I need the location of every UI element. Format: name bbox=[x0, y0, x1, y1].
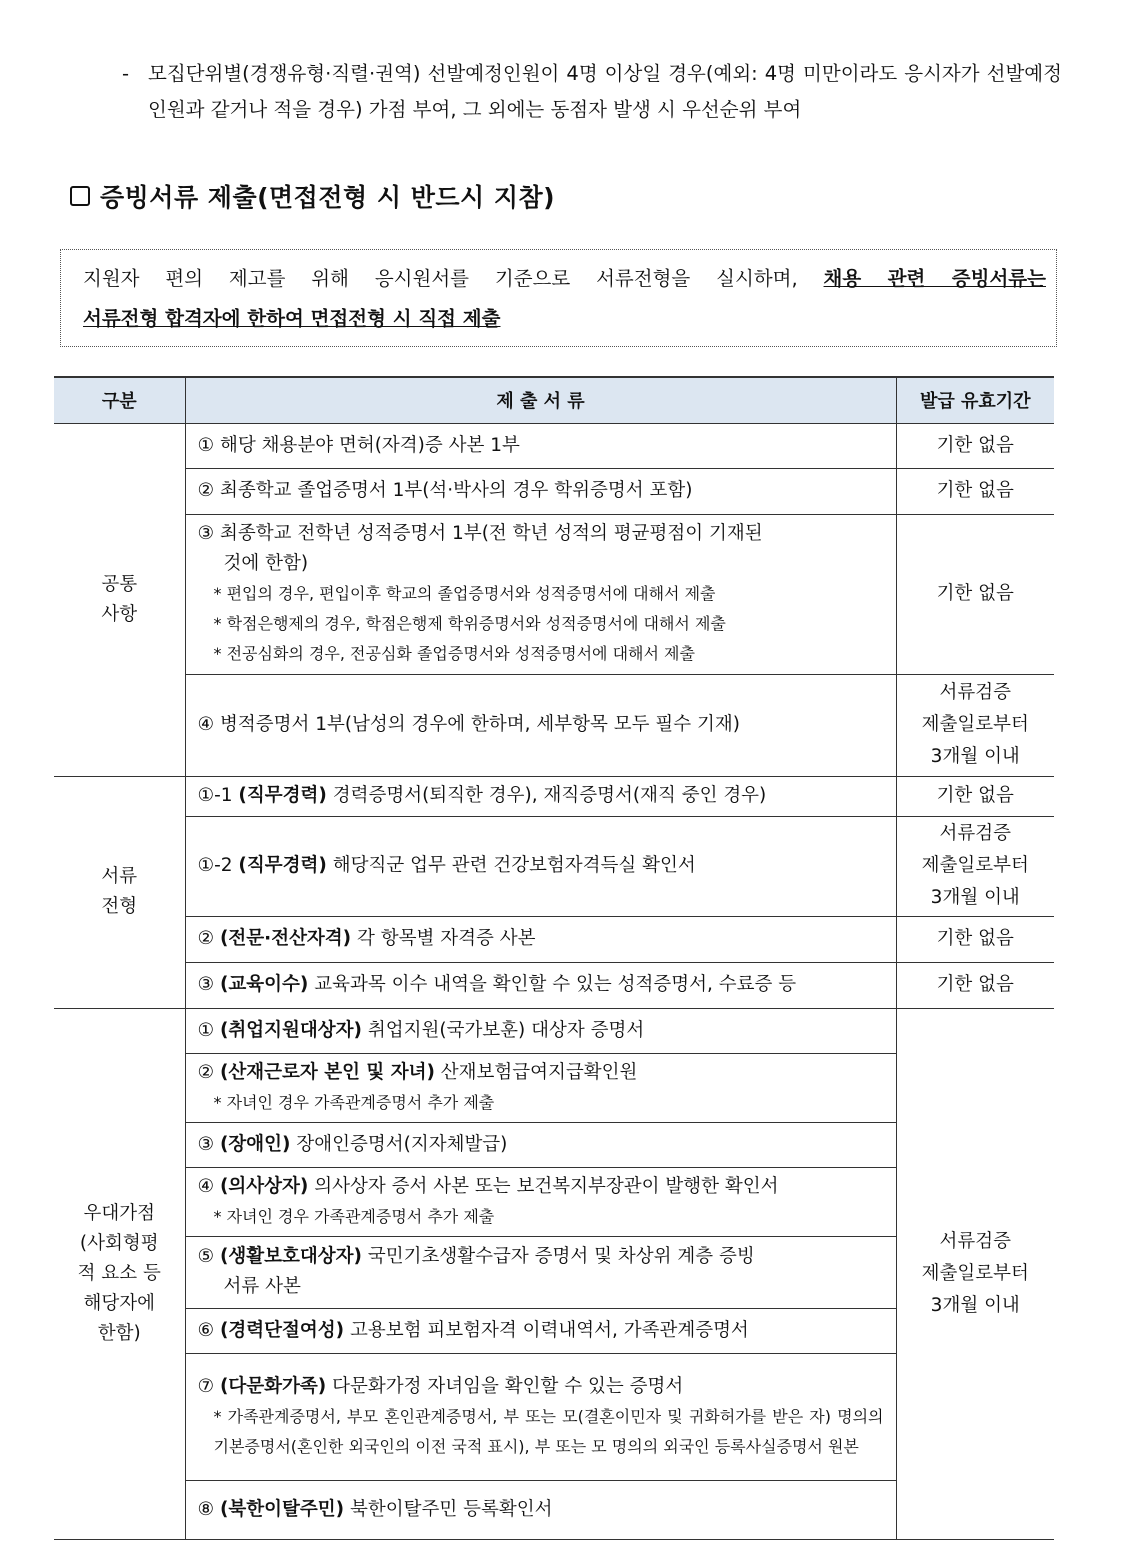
validity-line: 제출일로부터 bbox=[921, 1262, 1029, 1284]
doc-type: (직무경력) bbox=[238, 785, 327, 806]
heading-text: 증빙서류 제출(면접전형 시 반드시 지참) bbox=[100, 183, 556, 212]
doc-cell: ① 해당 채용분야 면허(자격)증 사본 1부 bbox=[185, 423, 896, 468]
notice-line-1 bbox=[83, 259, 1046, 299]
doc-num: ⑤ bbox=[197, 1246, 220, 1267]
doc-text: 교육과목 이수 내역을 확인할 수 있는 성적증명서, 수료증 등 bbox=[308, 974, 797, 995]
doc-num: ①-2 bbox=[197, 855, 239, 876]
doc-note: * 자녀인 경우 가족관계증명서 추가 제출 bbox=[213, 1092, 495, 1112]
notice-emphasis-2: 서류전형 합격자에 한하여 면접전형 시 직접 제출 bbox=[83, 307, 501, 330]
doc-text: 국민기초생활수급자 증명서 및 차상위 계층 증빙 bbox=[361, 1246, 755, 1267]
table-row bbox=[54, 514, 1054, 674]
validity-cell: 기한 없음 bbox=[896, 468, 1054, 514]
notice-emphasis-1: 채용 관련 증빙서류는 bbox=[823, 267, 1046, 290]
doc-cell bbox=[185, 1480, 896, 1539]
notice-plain: 지원자 편의 제고를 위해 응시원서를 기준으로 서류전형을 실시하며, bbox=[83, 267, 824, 290]
doc-text: 고용보험 피보험자격 이력내역서, 가족관계증명서 bbox=[344, 1319, 749, 1341]
category-label: 해당자에 bbox=[83, 1292, 155, 1314]
validity-cell bbox=[896, 1008, 1054, 1539]
doc-cell bbox=[185, 1236, 896, 1308]
doc-cell bbox=[185, 776, 896, 816]
doc-cell: ② 최종학교 졸업증명서 1부(석·박사의 경우 학위증명서 포함) bbox=[185, 468, 896, 514]
doc-num: ② bbox=[197, 1061, 220, 1083]
validity-line: 3개월 이내 bbox=[930, 746, 1020, 767]
validity-cell bbox=[896, 674, 1054, 776]
validity-cell: 기한 없음 bbox=[896, 423, 1054, 468]
category-label: (사회형평 bbox=[79, 1232, 159, 1254]
documents-table bbox=[54, 376, 1054, 1540]
doc-text: 경력증명서(퇴직한 경우), 재직증명서(재직 중인 경우) bbox=[326, 785, 767, 806]
doc-note: * 전공심화의 경우, 전공심화 졸업증명서와 성적증명서에 대해서 제출 bbox=[213, 644, 695, 663]
doc-num: ① bbox=[197, 1019, 220, 1041]
validity-line: 제출일로부터 bbox=[921, 855, 1029, 876]
doc-type: (직무경력) bbox=[238, 855, 327, 876]
doc-cell bbox=[185, 1353, 896, 1480]
intro-text: 모집단위별(경쟁유형·직렬·권역) 선발예정인원이 4명 이상일 경우(예외: 4명 미만이라도 응시자가 선발예정인원과 같거나 적을 경우) 가점 부여, 그 외에는 동점자 발생 시 우선순위 부여 bbox=[148, 62, 1062, 121]
doc-cell bbox=[185, 1008, 896, 1053]
validity-cell bbox=[896, 816, 1054, 916]
doc-cell bbox=[185, 1053, 896, 1122]
notice-box bbox=[60, 249, 1057, 347]
doc-text: 각 항목별 자격증 사본 bbox=[351, 928, 536, 949]
intro-bullet bbox=[122, 56, 1062, 128]
table-row bbox=[54, 423, 1054, 468]
header-validity: 발급 유효기간 bbox=[896, 377, 1054, 423]
doc-type: (생활보호대상자) bbox=[219, 1246, 362, 1267]
dash-marker: - bbox=[122, 62, 130, 85]
validity-line: 제출일로부터 bbox=[921, 714, 1029, 735]
doc-cell bbox=[185, 916, 896, 962]
doc-num: ③ bbox=[197, 974, 220, 995]
table-row bbox=[54, 962, 1054, 1008]
doc-num: ② bbox=[197, 928, 220, 949]
checkbox-square-icon bbox=[70, 186, 90, 206]
doc-note: * 가족관계증명서, 부모 혼인관계증명서, 부 또는 모(결혼이민자 및 귀화허가를 받은 자) 명의의 기본증명서(혼인한 외국인의 이전 국적 표시), 부 또는 모 명의의 외국인 등록사실증명서 원본 bbox=[213, 1406, 884, 1456]
doc-cell bbox=[185, 816, 896, 916]
doc-type: (북한이탈주민) bbox=[219, 1498, 345, 1520]
doc-cell bbox=[185, 1167, 896, 1236]
doc-text: 다문화가정 자녀임을 확인할 수 있는 증명서 bbox=[326, 1375, 684, 1397]
validity-cell: 기한 없음 bbox=[896, 514, 1054, 674]
header-category: 구분 bbox=[54, 377, 185, 423]
doc-type: (경력단절여성) bbox=[219, 1319, 345, 1341]
doc-type: (의사상자) bbox=[219, 1175, 309, 1197]
doc-num: ⑧ bbox=[197, 1498, 220, 1520]
validity-line: 서류검증 bbox=[939, 823, 1011, 844]
notice-line-2 bbox=[83, 299, 1046, 339]
doc-cell bbox=[185, 1308, 896, 1353]
table-row bbox=[54, 468, 1054, 514]
doc-note: * 학점은행제의 경우, 학점은행제 학위증명서와 성적증명서에 대해서 제출 bbox=[213, 614, 726, 633]
doc-text: ③ 최종학교 전학년 성적증명서 1부(전 학년 성적의 평균평점이 기재된 bbox=[197, 523, 763, 544]
validity-line: 3개월 이내 bbox=[930, 887, 1020, 908]
category-common bbox=[54, 423, 185, 776]
doc-type: (다문화가족) bbox=[219, 1375, 327, 1397]
doc-text: 장애인증명서(지자체발급) bbox=[290, 1133, 508, 1155]
category-label: 서류 bbox=[101, 866, 138, 887]
validity-cell: 기한 없음 bbox=[896, 916, 1054, 962]
doc-type: (산재근로자 본인 및 자녀) bbox=[219, 1061, 435, 1083]
table-header-row bbox=[54, 377, 1054, 423]
doc-text: 산재보험급여지급확인원 bbox=[434, 1061, 638, 1083]
table-row bbox=[54, 776, 1054, 816]
doc-type: (교육이수) bbox=[219, 974, 309, 995]
doc-type: (전문·전산자격) bbox=[219, 928, 352, 949]
doc-text: 취업지원(국가보훈) 대상자 증명서 bbox=[361, 1019, 645, 1041]
doc-type: (장애인) bbox=[219, 1133, 291, 1155]
doc-text: 의사상자 증서 사본 또는 보건복지부장관이 발행한 확인서 bbox=[308, 1175, 779, 1197]
doc-text: 해당직군 업무 관련 건강보험자격득실 확인서 bbox=[326, 855, 696, 876]
category-label: 적 요소 등 bbox=[77, 1262, 161, 1284]
doc-cell bbox=[185, 514, 896, 674]
category-label: 우대가점 bbox=[83, 1202, 155, 1224]
section-heading bbox=[70, 178, 555, 214]
validity-line: 서류검증 bbox=[939, 682, 1011, 703]
doc-cell: ④ 병적증명서 1부(남성의 경우에 한하며, 세부항목 모두 필수 기재) bbox=[185, 674, 896, 776]
category-label: 공통 bbox=[101, 573, 138, 595]
table-row bbox=[54, 1008, 1054, 1053]
table-row bbox=[54, 816, 1054, 916]
category-screening bbox=[54, 776, 185, 1008]
category-label: 사항 bbox=[101, 603, 138, 625]
doc-type: (취업지원대상자) bbox=[219, 1019, 362, 1041]
doc-num: ④ bbox=[197, 1175, 220, 1197]
validity-cell: 기한 없음 bbox=[896, 776, 1054, 816]
doc-note: * 편입의 경우, 편입이후 학교의 졸업증명서와 성적증명서에 대해서 제출 bbox=[213, 584, 716, 603]
doc-num: ⑦ bbox=[197, 1375, 220, 1397]
doc-num: ③ bbox=[197, 1133, 220, 1155]
category-label: 전형 bbox=[101, 896, 138, 917]
doc-text: 북한이탈주민 등록확인서 bbox=[344, 1498, 553, 1520]
doc-cell bbox=[185, 962, 896, 1008]
category-bonus bbox=[54, 1008, 185, 1539]
doc-num: ①-1 bbox=[197, 785, 239, 806]
validity-line: 서류검증 bbox=[939, 1230, 1011, 1252]
validity-cell: 기한 없음 bbox=[896, 962, 1054, 1008]
table-row bbox=[54, 674, 1054, 776]
category-label: 한함) bbox=[97, 1322, 141, 1344]
doc-cell bbox=[185, 1122, 896, 1167]
doc-text-cont: 것에 한함) bbox=[223, 553, 309, 574]
doc-note: * 자녀인 경우 가족관계증명서 추가 제출 bbox=[213, 1206, 495, 1226]
header-documents: 제 출 서 류 bbox=[185, 377, 896, 423]
table-row bbox=[54, 916, 1054, 962]
doc-text-cont: 서류 사본 bbox=[223, 1276, 301, 1297]
doc-num: ⑥ bbox=[197, 1319, 220, 1341]
validity-line: 3개월 이내 bbox=[930, 1294, 1020, 1316]
